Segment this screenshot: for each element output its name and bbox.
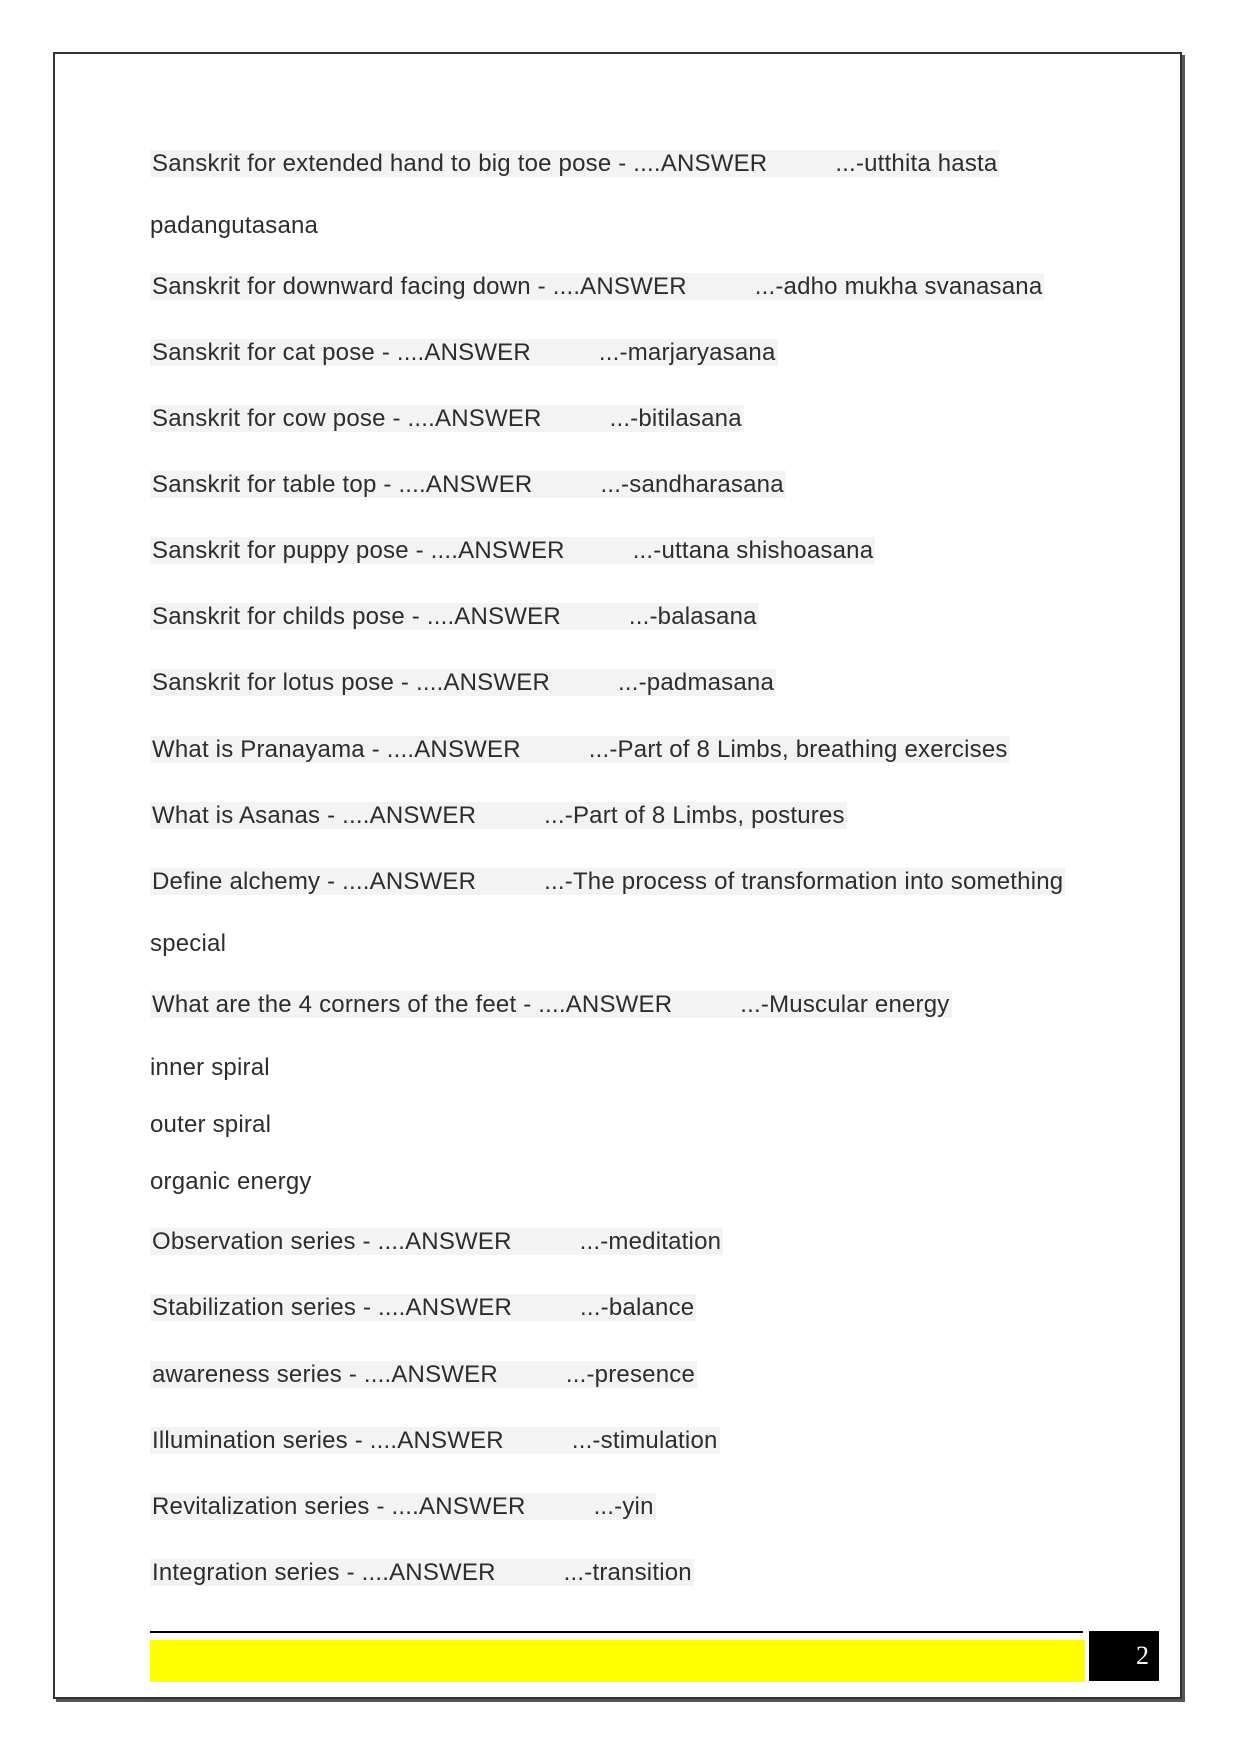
- qa-item: [150, 1359, 697, 1391]
- answer-continuation: organic energy: [150, 1168, 312, 1195]
- qa-item: [150, 1491, 656, 1523]
- answer-text: ...-presence: [565, 1361, 696, 1388]
- answer-text: ...-marjaryasana: [598, 339, 776, 366]
- question-text: Stabilization series - ....ANSWER: [152, 1294, 513, 1321]
- answer-text: ...-adho mukha svanasana: [754, 273, 1043, 300]
- question-text: Observation series - ....ANSWER: [152, 1228, 512, 1255]
- answer-text: ...-stimulation: [571, 1427, 718, 1454]
- question-text: Illumination series - ....ANSWER: [152, 1427, 504, 1454]
- answer-text: ...-Part of 8 Limbs, postures: [544, 802, 845, 829]
- answer-continuation: outer spiral: [150, 1111, 272, 1138]
- answer-text: ...-balance: [580, 1294, 695, 1321]
- question-text: What is Asanas - ....ANSWER: [152, 802, 477, 829]
- page-number: 2: [1089, 1631, 1159, 1681]
- question-text: Sanskrit for childs pose - ....ANSWER: [152, 603, 561, 630]
- qa-item: [150, 667, 776, 699]
- qa-item: [150, 601, 759, 633]
- answer-text: ...-padmasana: [618, 669, 775, 696]
- answer-text: ...-Part of 8 Limbs, breathing exercises: [588, 736, 1008, 763]
- answer-text: ...-meditation: [579, 1228, 722, 1255]
- qa-item: [150, 989, 952, 1021]
- answer-text: ...-Muscular energy: [740, 991, 950, 1018]
- answer-text: ...-balasana: [628, 603, 757, 630]
- answer-text: ...-yin: [593, 1493, 654, 1520]
- question-text: Sanskrit for downward facing down - ....ANSWER: [152, 273, 687, 300]
- qa-item: [150, 734, 1010, 766]
- qa-item: [150, 148, 999, 180]
- answer-continuation: special: [150, 930, 227, 957]
- question-text: Sanskrit for puppy pose - ....ANSWER: [152, 537, 565, 564]
- question-text: Sanskrit for extended hand to big toe pose - ....ANSWER: [152, 150, 768, 177]
- question-text: Sanskrit for cat pose - ....ANSWER: [152, 339, 531, 366]
- question-text: awareness series - ....ANSWER: [152, 1361, 498, 1388]
- question-text: Integration series - ....ANSWER: [152, 1559, 496, 1586]
- qa-item: [150, 1425, 720, 1457]
- question-text: Sanskrit for lotus pose - ....ANSWER: [152, 669, 550, 696]
- question-text: Define alchemy - ....ANSWER: [152, 868, 477, 895]
- qa-item: [150, 1557, 694, 1589]
- question-text: Sanskrit for table top - ....ANSWER: [152, 471, 533, 498]
- answer-continuation: padangutasana: [150, 212, 319, 239]
- answer-text: ...-utthita hasta: [835, 150, 998, 177]
- qa-item: [150, 866, 1065, 898]
- question-text: What is Pranayama - ....ANSWER: [152, 736, 521, 763]
- answer-text: ...-bitilasana: [609, 405, 742, 432]
- footer-rule: [150, 1631, 1083, 1633]
- footer-highlight-bar: [150, 1640, 1085, 1682]
- answer-text: ...-The process of transformation into something: [544, 868, 1064, 895]
- qa-item: [150, 1226, 723, 1258]
- question-text: Sanskrit for cow pose - ....ANSWER: [152, 405, 542, 432]
- answer-text: ...-sandharasana: [600, 471, 784, 498]
- answer-continuation: inner spiral: [150, 1054, 270, 1081]
- answer-text: ...-uttana shishoasana: [632, 537, 874, 564]
- qa-item: [150, 1292, 696, 1324]
- qa-item: [150, 271, 1044, 303]
- qa-item: [150, 800, 847, 832]
- question-text: What are the 4 corners of the feet - ....ANSWER: [152, 991, 673, 1018]
- question-text: Revitalization series - ....ANSWER: [152, 1493, 526, 1520]
- qa-item: [150, 535, 875, 567]
- qa-item: [150, 469, 786, 501]
- qa-item: [150, 403, 744, 435]
- answer-text: ...-transition: [563, 1559, 692, 1586]
- qa-item: [150, 337, 778, 369]
